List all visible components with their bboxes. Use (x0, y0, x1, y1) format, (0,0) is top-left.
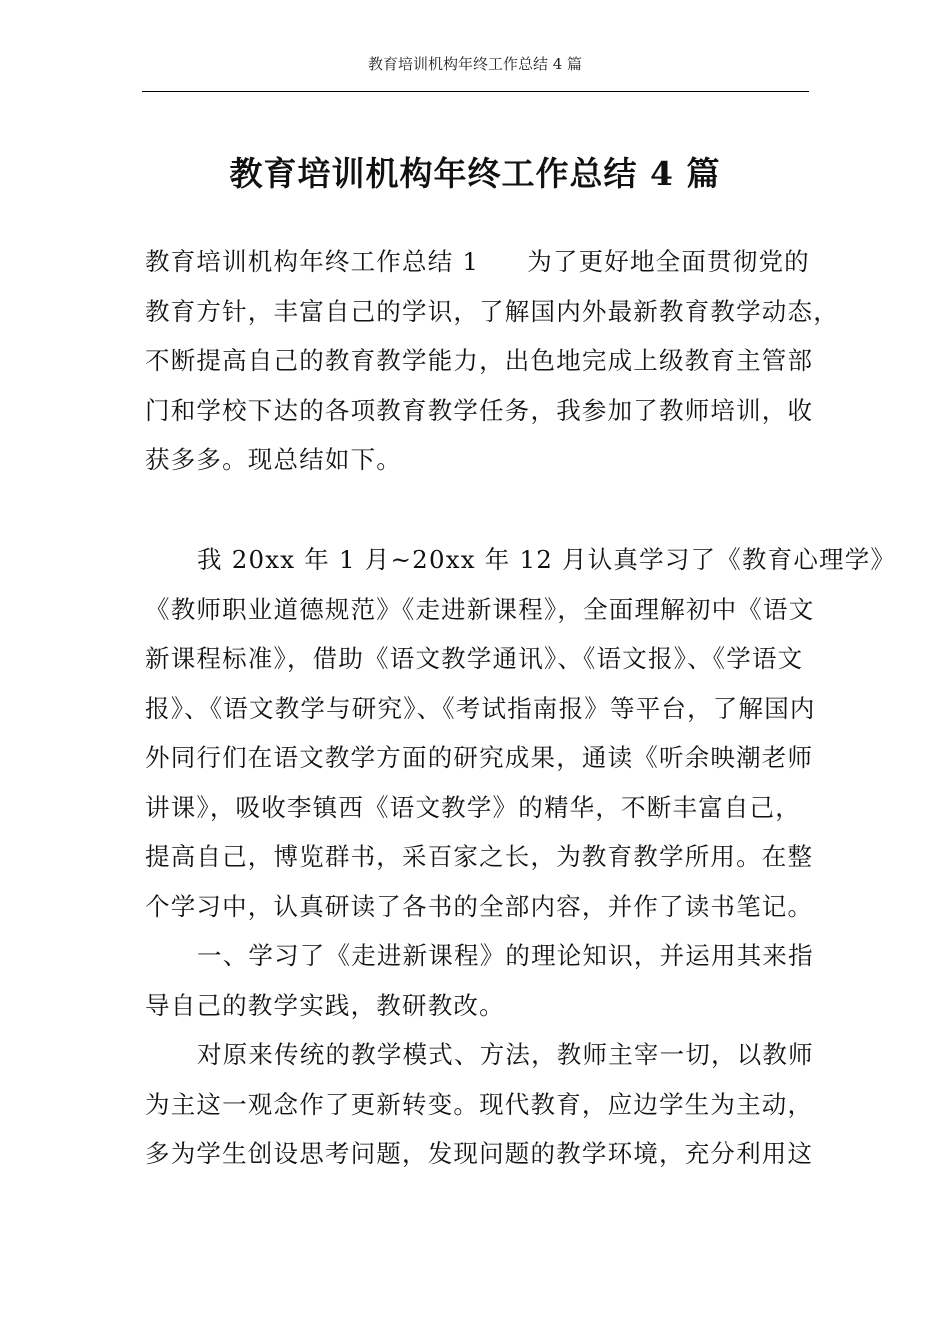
intro-paragraph (145, 237, 839, 485)
running-header: 教育培训机构年终工作总结 4 篇 (367, 55, 583, 73)
intro-line-text: 为了更好地全面贯彻党的 (527, 247, 810, 276)
intro-line: 门和学校下达的各项教育教学任务，我参加了教师培训，收 (145, 395, 814, 425)
intro-line: 获多多。现总结如下。 (145, 445, 402, 474)
study-line: 报》、《语文教学与研究》、《考试指南报》等平台，了解国内 (145, 693, 816, 723)
document-title: 教育培训机构年终工作总结 4 篇 (229, 154, 721, 193)
study-line: 提高自己，博览群书，采百家之长，为教育教学所用。在整 (145, 842, 814, 871)
section-heading: 教育培训机构年终工作总结 1 (145, 247, 480, 276)
intro-line (145, 237, 810, 287)
reform-line: 对原来传统的教学模式、方法，教师主宰一切，以教师 (197, 1040, 814, 1069)
header-divider (142, 91, 809, 92)
study-line: 新课程标准》，借助《语文教学通讯》、《语文报》、《学语文 (145, 644, 804, 673)
reform-line: 为主这一观念作了更新转变。现代教育，应边学生为主动， (145, 1089, 814, 1119)
intro-line: 不断提高自己的教育教学能力，出色地完成上级教育主管部 (145, 346, 814, 375)
study-line: 《教师职业道德规范》《走进新课程》，全面理解初中《语文 (145, 594, 815, 624)
study-line: 外同行们在语文教学方面的研究成果，通读《听余映潮老师 (145, 743, 814, 772)
section-one-line: 导自己的教学实践，教研教改。 (145, 990, 505, 1020)
intro-line: 教育方针，丰富自己的学识，了解国内外最新教育教学动态， (145, 296, 839, 326)
study-line: 讲课》，吸收李镇西《语文教学》的精华，不断丰富自己， (145, 792, 801, 822)
study-paragraph (145, 535, 897, 1179)
section-one-line: 一、学习了《走进新课程》的理论知识，并运用其来指 (197, 941, 814, 970)
study-line: 个学习中，认真研读了各书的全部内容，并作了读书笔记。 (145, 891, 814, 921)
reform-line: 多为学生创设思考问题，发现问题的教学环境，充分利用这 (145, 1139, 814, 1168)
study-line: 我 20xx 年 1 月~20xx 年 12 月认真学习了《教育心理学》 (197, 545, 897, 574)
